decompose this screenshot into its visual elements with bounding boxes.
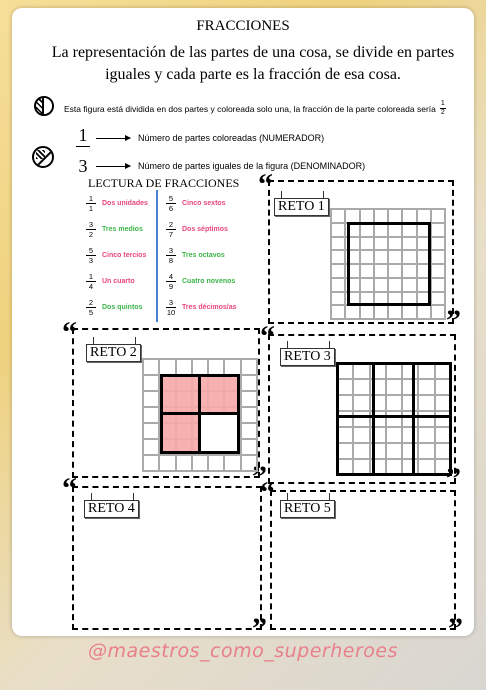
example-row	[34, 96, 54, 116]
pie-icon	[32, 146, 54, 168]
grid-cell[interactable]	[431, 209, 445, 223]
reto-3-divider	[372, 362, 375, 476]
reto-3-divider	[336, 415, 452, 418]
fraction-word: Cinco tercios	[102, 251, 147, 259]
list-item: 5 6 Cinco sextos	[164, 190, 236, 216]
list-item: 2 7 Dos séptimos	[164, 216, 236, 242]
grid-cell[interactable]	[431, 305, 445, 319]
list-item: 4 9 Cuatro novenos	[164, 268, 236, 294]
footer-handle: @maestros_como_superheroes	[88, 640, 398, 662]
grid-cell[interactable]	[241, 423, 257, 439]
reto-3-label: RETO 3	[280, 348, 335, 366]
open-quote-icon: “	[260, 476, 275, 509]
numerator-arrow	[96, 138, 130, 139]
column-divider	[156, 190, 158, 322]
grid-cell[interactable]	[431, 278, 445, 292]
example-text-row	[64, 100, 446, 117]
grid-cell[interactable]	[431, 292, 445, 306]
grid-cell[interactable]	[402, 305, 416, 319]
open-quote-icon: “	[260, 320, 275, 353]
denominator-label: Número de partes iguales de la figura (DENOMINADOR)	[138, 161, 366, 171]
grid-cell[interactable]	[143, 391, 159, 407]
reto-5-label: RETO 5	[280, 500, 335, 518]
denominator-arrow	[96, 166, 130, 167]
list-item: 5 3 Cinco tercios	[84, 242, 148, 268]
fraction-word: Dos séptimos	[182, 225, 228, 233]
grid-cell[interactable]	[143, 455, 159, 471]
half-circle-icon	[34, 96, 54, 116]
grid-cell[interactable]	[374, 209, 388, 223]
grid-cell[interactable]	[192, 359, 208, 375]
fraction-word: Tres medios	[102, 225, 143, 233]
fraction-word: Cinco sextos	[182, 199, 226, 207]
grid-cell[interactable]	[331, 305, 345, 319]
grid-cell[interactable]	[331, 223, 345, 237]
grid-cell[interactable]	[431, 250, 445, 264]
grid-cell[interactable]	[143, 407, 159, 423]
grid-cell[interactable]	[331, 278, 345, 292]
example-numerator: 1	[440, 100, 445, 107]
grid-cell[interactable]	[388, 305, 402, 319]
grid-cell[interactable]	[417, 209, 431, 223]
grid-cell[interactable]	[360, 305, 374, 319]
grid-cell[interactable]	[431, 223, 445, 237]
intro-text: La representación de las partes de una cosa, se divide en partes iguales y cada parte es la fracción de esa cosa.	[51, 44, 455, 83]
big-fraction	[76, 126, 90, 175]
grid-cell[interactable]	[224, 359, 240, 375]
example-text: Esta figura está dividida en dos partes y coloreada solo una, la fracción de la parte coloreada sería	[64, 103, 436, 114]
grid-cell[interactable]	[241, 359, 257, 375]
open-quote-icon: “	[258, 168, 273, 201]
grid-cell[interactable]	[192, 455, 208, 471]
grid-cell[interactable]	[159, 455, 175, 471]
list-item: 1 4 Un cuarto	[84, 268, 148, 294]
list-item: 3 8 Tres octavos	[164, 242, 236, 268]
fraction-word: Tres décimos/as	[182, 303, 237, 311]
close-quote-icon: ”	[448, 612, 463, 645]
grid-cell[interactable]	[431, 264, 445, 278]
grid-cell[interactable]	[360, 209, 374, 223]
grid-cell[interactable]	[143, 359, 159, 375]
grid-cell[interactable]	[331, 292, 345, 306]
fraction-word: Un cuarto	[102, 277, 135, 285]
grid-cell[interactable]	[241, 455, 257, 471]
grid-cell[interactable]	[143, 439, 159, 455]
grid-cell[interactable]	[331, 209, 345, 223]
grid-cell[interactable]	[331, 237, 345, 251]
grid-cell[interactable]	[402, 209, 416, 223]
fraction-word: Tres octavos	[182, 251, 225, 259]
grid-cell[interactable]	[417, 305, 431, 319]
numerator-label: Número de partes coloreadas (NUMERADOR)	[138, 133, 325, 143]
grid-cell[interactable]	[208, 455, 224, 471]
grid-cell[interactable]	[224, 455, 240, 471]
close-quote-icon: ”	[446, 462, 461, 495]
grid-cell[interactable]	[431, 237, 445, 251]
list-item: 3 2 Tres medios	[84, 216, 148, 242]
reto-1-label: RETO 1	[274, 198, 329, 216]
pie-row	[32, 146, 54, 168]
list-item: 2 5 Dos quintos	[84, 294, 148, 320]
reto-3-outline	[336, 362, 452, 476]
lectura-title: LECTURA DE FRACCIONES	[88, 176, 240, 190]
close-quote-icon: ”	[252, 612, 267, 645]
reto-4-label: RETO 4	[84, 500, 139, 518]
close-quote-icon: ”	[446, 304, 461, 337]
reto-1-square-outline	[347, 222, 431, 306]
grid-cell[interactable]	[143, 375, 159, 391]
big-denominator: 3	[78, 156, 88, 176]
list-item: 1 1 Dos unidades	[84, 190, 148, 216]
list-item: 3 10 Tres décimos/as	[166, 297, 237, 317]
grid-cell[interactable]	[208, 359, 224, 375]
grid-cell[interactable]	[176, 455, 192, 471]
close-quote-icon: ”	[252, 460, 267, 493]
fraction-word: Cuatro novenos	[182, 277, 236, 285]
example-fraction	[440, 100, 446, 117]
reto-3-divider	[412, 362, 415, 476]
grid-cell[interactable]	[388, 209, 402, 223]
page-title: FRACCIONES	[196, 18, 290, 34]
grid-cell[interactable]	[345, 209, 359, 223]
grid-cell[interactable]	[159, 359, 175, 375]
grid-cell[interactable]	[143, 423, 159, 439]
grid-cell[interactable]	[241, 439, 257, 455]
grid-cell[interactable]	[331, 264, 345, 278]
grid-cell[interactable]	[241, 391, 257, 407]
open-quote-icon: “	[62, 316, 77, 349]
grid-cell[interactable]	[374, 305, 388, 319]
grid-cell[interactable]	[241, 407, 257, 423]
big-numerator: 1	[76, 126, 90, 147]
grid-cell[interactable]	[345, 305, 359, 319]
reto-2-label: RETO 2	[86, 344, 141, 362]
example-denominator: 2	[440, 109, 445, 116]
fraction-word: Dos unidades	[102, 199, 148, 207]
fraction-word: Dos quintos	[102, 303, 143, 311]
reto-2-horizontal-divider	[160, 412, 240, 415]
grid-cell[interactable]	[241, 375, 257, 391]
grid-cell[interactable]	[176, 359, 192, 375]
lectura-left-column	[84, 190, 148, 320]
grid-cell[interactable]	[331, 250, 345, 264]
lectura-right-column	[164, 190, 236, 320]
open-quote-icon: “	[62, 472, 77, 505]
